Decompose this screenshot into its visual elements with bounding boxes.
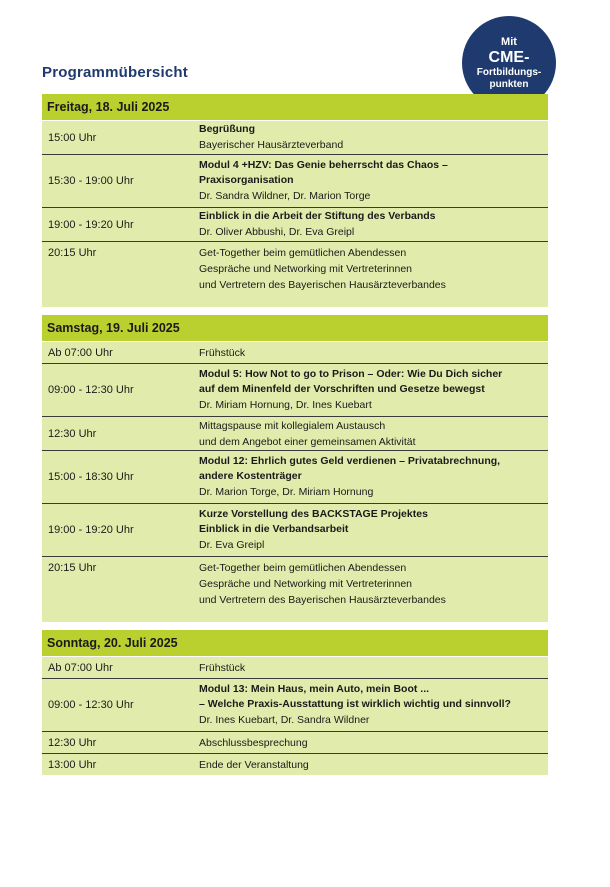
- schedule-row: [42, 656, 548, 678]
- session-title-line: Modul 4 +HZV: Das Genie beherrscht das Chaos –: [199, 159, 448, 171]
- program-table: [42, 94, 548, 775]
- session-detail-line: Dr. Ines Kuebart, Dr. Sandra Wildner: [199, 714, 370, 726]
- session-detail-line: und dem Angebot einer gemeinsamen Aktivität: [199, 435, 416, 448]
- schedule-time: 15:00 - 18:30 Uhr: [48, 471, 134, 483]
- schedule-description: [199, 242, 548, 293]
- session-detail-line: Dr. Eva Greipl: [199, 539, 265, 551]
- schedule-row: [42, 363, 548, 416]
- schedule-row: [42, 678, 548, 731]
- schedule-row: [42, 341, 548, 363]
- session-detail-line: Frühstück: [199, 346, 246, 359]
- schedule-row: [42, 753, 548, 775]
- day-header: Sonntag, 20. Juli 2025: [42, 630, 548, 656]
- session-detail-line: Bayerischer Hausärzteverband: [199, 139, 344, 151]
- schedule-row: [42, 241, 548, 307]
- schedule-description: [199, 158, 548, 204]
- schedule-time: 12:30 Uhr: [48, 736, 97, 749]
- badge-line-1: Mit: [501, 35, 517, 48]
- schedule-time: 13:00 Uhr: [48, 758, 97, 771]
- schedule-description: [199, 418, 548, 450]
- schedule-row: [42, 207, 548, 241]
- schedule-row: [42, 450, 548, 503]
- schedule-time: Ab 07:00 Uhr: [48, 661, 113, 674]
- schedule-row: [42, 731, 548, 753]
- badge-line-3: Fortbildungs-: [476, 67, 542, 79]
- session-title-line: Modul 5: How Not to go to Prison – Oder: Wie Du Dich sicher: [199, 368, 503, 380]
- schedule-description: [199, 757, 548, 773]
- session-detail-line: Frühstück: [199, 661, 246, 674]
- schedule-description: [199, 557, 548, 608]
- session-detail-line: Gespräche und Networking mit Vertreterinnen: [199, 263, 413, 275]
- schedule-time: 15:00 Uhr: [48, 131, 97, 144]
- session-detail-line: Abschlussbesprechung: [199, 736, 308, 749]
- schedule-time: 20:15 Uhr: [48, 247, 97, 259]
- badge-line-2: CME-: [488, 48, 530, 66]
- schedule-description: [199, 682, 548, 728]
- session-detail-line: Gespräche und Networking mit Vertreterinnen: [199, 578, 413, 590]
- session-title-line: Praxisorganisation: [199, 174, 294, 186]
- session-title-line: Modul 13: Mein Haus, mein Auto, mein Boot ...: [199, 683, 430, 695]
- page-title: Programmübersicht: [42, 64, 188, 81]
- schedule-time: 15:30 - 19:00 Uhr: [48, 175, 134, 187]
- schedule-description: [199, 209, 548, 240]
- schedule-description: [199, 735, 548, 751]
- day-header: Samstag, 19. Juli 2025: [42, 315, 548, 341]
- session-detail-line: Dr. Oliver Abbushi, Dr. Eva Greipl: [199, 226, 355, 238]
- day-header: Freitag, 18. Juli 2025: [42, 94, 548, 120]
- schedule-description: [199, 660, 548, 676]
- schedule-row: [42, 556, 548, 622]
- badge-line-4: punkten: [489, 78, 529, 90]
- session-detail-line: Mittagspause mit kollegialem Austausch: [199, 419, 386, 432]
- schedule-description: [199, 345, 548, 361]
- schedule-row: [42, 154, 548, 207]
- schedule-row: [42, 416, 548, 450]
- session-title-line: Begrüßung: [199, 123, 255, 135]
- session-title-line: Modul 12: Ehrlich gutes Geld verdienen – Privatabrechnung,: [199, 455, 501, 467]
- session-title-line: auf dem Minenfeld der Vorschriften und Gesetze bewegst: [199, 383, 485, 395]
- session-title-line: Einblick in die Verbandsarbeit: [199, 523, 349, 535]
- schedule-time: 12:30 Uhr: [48, 427, 97, 440]
- schedule-row: [42, 503, 548, 556]
- session-detail-line: Get-Together beim gemütlichen Abendessen: [199, 247, 407, 259]
- session-detail-line: Dr. Sandra Wildner, Dr. Marion Torge: [199, 190, 371, 202]
- session-detail-line: und Vertretern des Bayerischen Hausärzteverbandes: [199, 594, 446, 606]
- schedule-time: 09:00 - 12:30 Uhr: [48, 384, 134, 396]
- schedule-time: 09:00 - 12:30 Uhr: [48, 699, 134, 711]
- session-detail-line: Get-Together beim gemütlichen Abendessen: [199, 562, 407, 574]
- schedule-time: 20:15 Uhr: [48, 562, 97, 574]
- schedule-description: [199, 367, 548, 413]
- schedule-time: 19:00 - 19:20 Uhr: [48, 524, 134, 536]
- session-detail-line: Dr. Miriam Hornung, Dr. Ines Kuebart: [199, 399, 372, 411]
- schedule-time: Ab 07:00 Uhr: [48, 346, 113, 359]
- session-title-line: andere Kostenträger: [199, 470, 302, 482]
- session-title-line: – Welche Praxis-Ausstattung ist wirklich wichtig und sinnvoll?: [199, 698, 511, 710]
- session-detail-line: und Vertretern des Bayerischen Hausärzteverbandes: [199, 279, 446, 291]
- schedule-row: [42, 120, 548, 154]
- session-detail-line: Ende der Veranstaltung: [199, 758, 309, 771]
- schedule-description: [199, 454, 548, 500]
- session-title-line: Kurze Vorstellung des BACKSTAGE Projektes: [199, 508, 428, 520]
- schedule-time: 19:00 - 19:20 Uhr: [48, 218, 134, 231]
- schedule-description: [199, 122, 548, 153]
- schedule-description: [199, 507, 548, 553]
- session-title-line: Einblick in die Arbeit der Stiftung des Verbands: [199, 210, 436, 222]
- session-detail-line: Dr. Marion Torge, Dr. Miriam Hornung: [199, 486, 374, 498]
